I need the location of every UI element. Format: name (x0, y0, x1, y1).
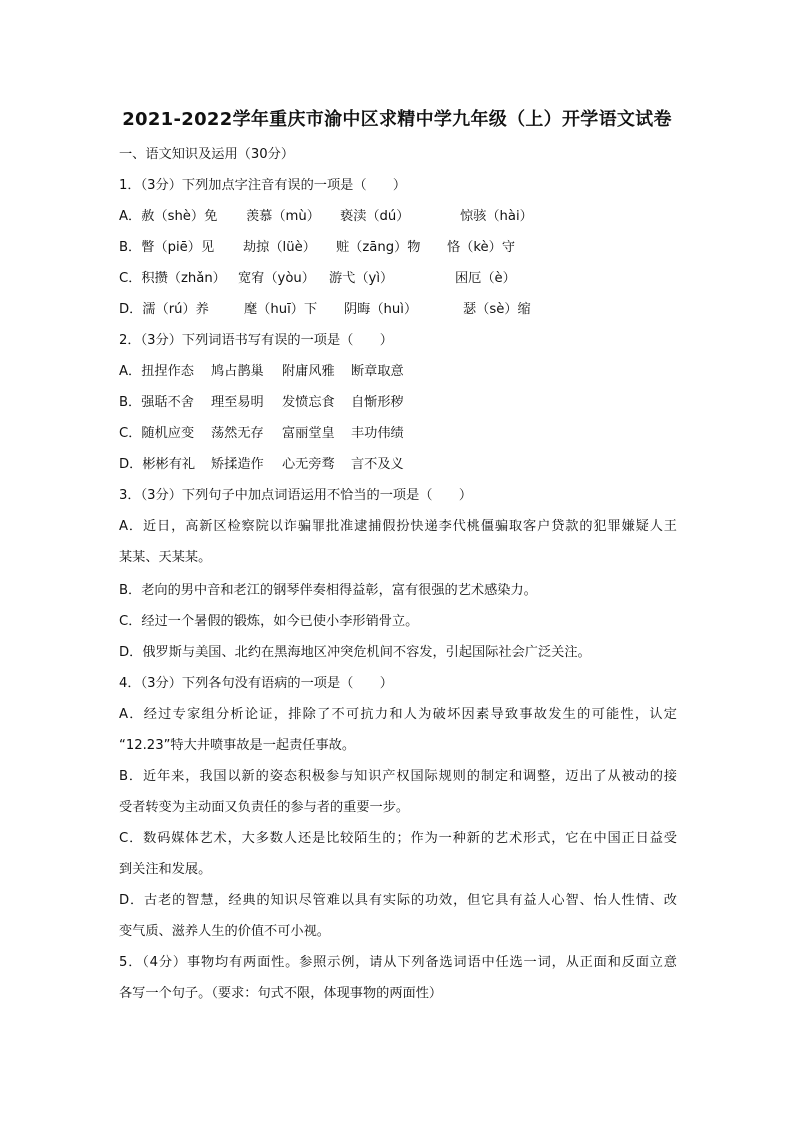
q3-option-c: C．经过一个暑假的锻炼，如今已使小李形销骨立。 (119, 614, 419, 629)
q2-option-c-4: 丰功伟绩 (351, 426, 404, 441)
q1-option-d-3: 阴晦（huì） (344, 302, 418, 317)
q4-option-a-line1: A．经过专家组分析论证，排除了不可抗力和人为破坏因素导致事故发生的可能性，认定 (119, 707, 677, 722)
q1-option-b-4: 恪（kè）守 (447, 240, 516, 255)
q3-option-a-line1: A．近日，高新区检察院以诈骗罪批准逮捕假扮快递李代桃僵骗取客户贷款的犯罪嫌疑人王 (119, 519, 677, 534)
q2-option-d-1: D．彬彬有礼 (119, 457, 196, 472)
q1-option-c-4: 困厄（è） (455, 271, 516, 286)
q4-option-d-line2: 变气质、滋养人生的价值不可小视。 (119, 924, 330, 939)
q2-option-c-2: 荡然无存 (211, 426, 264, 441)
q4-option-b-line2: 受者转变为主动面又负责任的参与者的重要一步。 (119, 800, 410, 815)
q4-stem: 4．（3分）下列各句没有语病的一项是（ ） (119, 676, 393, 691)
q1-option-b-2: 劫掠（lüè） (243, 240, 316, 255)
q3-option-b: B．老向的男中音和老江的钢琴伴奏相得益彰，富有很强的艺术感染力。 (119, 583, 537, 598)
q1-option-c-1: C．积攒（zhǎn） (119, 271, 226, 286)
q5-stem-line2: 各写一个句子。（要求：句式不限，体现事物的两面性） (119, 986, 443, 1001)
q2-option-d-2: 矫揉造作 (211, 457, 264, 472)
q2-option-b-4: 自惭形秽 (351, 395, 404, 410)
q4-option-d-line1: D．古老的智慧，经典的知识尽管难以具有实际的功效，但它具有益人心智、怡人性情、改 (119, 893, 677, 908)
q2-option-b-3: 发愤忘食 (282, 395, 335, 410)
q4-option-c-line1: C．数码媒体艺术，大多数人还是比较陌生的；作为一种新的艺术形式，它在中国正日益受 (119, 831, 677, 846)
q2-option-a-4: 断章取意 (351, 364, 404, 379)
q2-option-a-1: A．扭捏作态 (119, 364, 194, 379)
q1-option-b-3: 赃（zāng）物 (336, 240, 421, 255)
q1-option-c-3: 游弋（yì） (329, 271, 394, 286)
q1-option-c-2: 宽宥（yòu） (238, 271, 315, 286)
q2-option-a-2: 鸠占鹊巢 (211, 364, 264, 379)
q1-option-d-1: D．濡（rú）养 (119, 302, 209, 317)
q3-option-a-line2: 某某、天某某。 (119, 550, 212, 565)
q3-stem: 3．（3分）下列句子中加点词语运用不恰当的一项是（ ） (119, 488, 473, 503)
exam-title: 2021-2022学年重庆市渝中区求精中学九年级（上）开学语文试卷 (122, 109, 672, 130)
q1-option-a-1: A．赦（shè）免 (119, 209, 218, 224)
q2-option-d-4: 言不及义 (351, 457, 404, 472)
q2-stem: 2．（3分）下列词语书写有误的一项是（ ） (119, 333, 393, 348)
section-heading: 一、语文知识及运用（30分） (119, 147, 295, 162)
q5-stem-line1: 5．（4分）事物均有两面性。参照示例，请从下列备选词语中任选一词，从正面和反面立意 (119, 955, 677, 970)
q1-option-d-2: 麾（huī）下 (244, 302, 318, 317)
q4-option-b-line1: B．近年来，我国以新的姿态积极参与知识产权国际规则的制定和调整，迈出了从被动的接 (119, 769, 677, 784)
q2-option-b-1: B．强聒不舍 (119, 395, 194, 410)
q2-option-d-3: 心无旁骛 (282, 457, 335, 472)
q2-option-a-3: 附庸风雅 (282, 364, 335, 379)
q1-option-d-4: 瑟（sè）缩 (463, 302, 531, 317)
q4-option-c-line2: 到关注和发展。 (119, 862, 212, 877)
q2-option-c-1: C．随机应变 (119, 426, 195, 441)
q1-option-a-4: 惊骇（hài） (460, 209, 533, 224)
q1-option-a-2: 羡慕（mù） (246, 209, 320, 224)
q1-stem: 1．（3分）下列加点字注音有误的一项是（ ） (119, 178, 407, 193)
q4-option-a-line2: “12.23”特大井喷事故是一起责任事故。 (119, 738, 356, 753)
q2-option-b-2: 理至易明 (211, 395, 264, 410)
q2-option-c-3: 富丽堂皇 (282, 426, 335, 441)
q1-option-b-1: B．瞥（piē）见 (119, 240, 215, 255)
q3-option-d: D．俄罗斯与美国、北约在黑海地区冲突危机间不容发，引起国际社会广泛关注。 (119, 645, 591, 660)
q1-option-a-3: 亵渎（dú） (340, 209, 410, 224)
